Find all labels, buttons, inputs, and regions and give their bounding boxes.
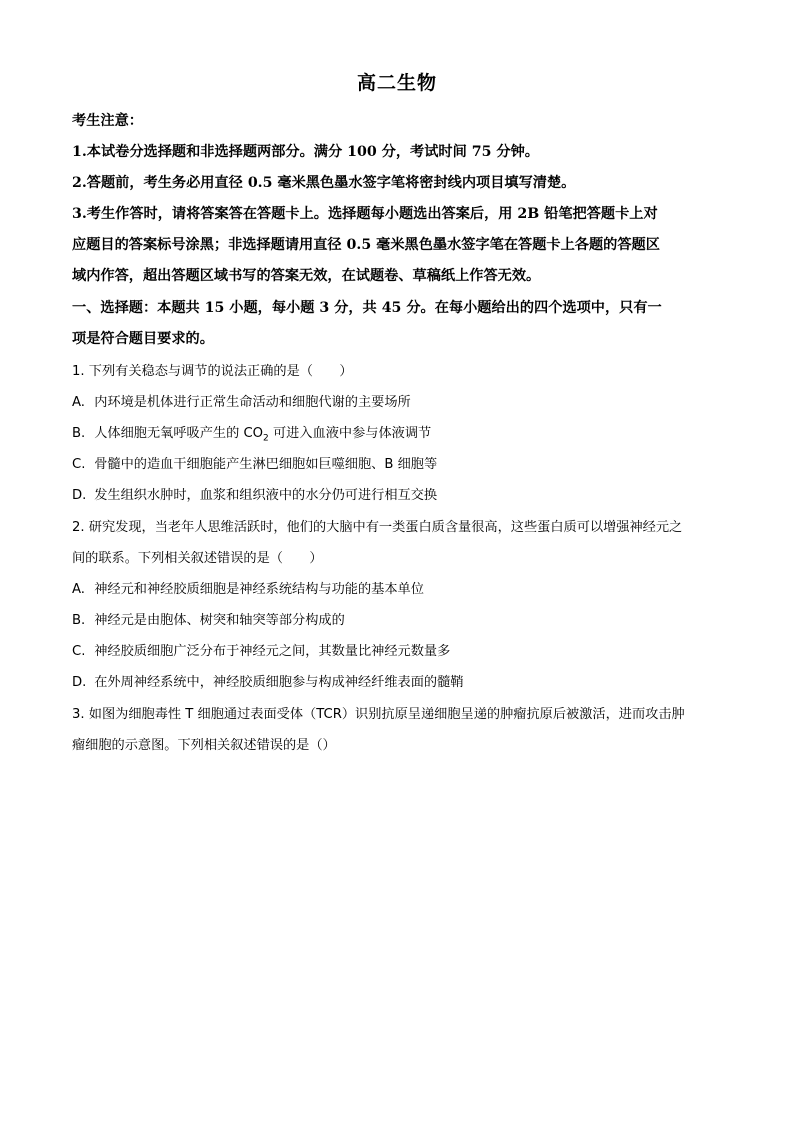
option-text: 发生组织水肿时，血浆和组织液中的水分仍可进行相互交换: [94, 488, 438, 503]
option-letter: D.: [72, 488, 87, 503]
option-letter: A.: [72, 582, 85, 597]
question-3-stem-line-2: 瘤细胞的示意图。下列相关叙述错误的是（）: [72, 738, 336, 753]
question-1-stem: 1. 下列有关稳态与调节的说法正确的是（ ）: [72, 364, 353, 379]
option-letter: C.: [72, 457, 86, 472]
subscript: 2: [263, 433, 269, 444]
question-2-option-a: [72, 578, 424, 597]
option-text: 内环境是机体进行正常生命活动和细胞代谢的主要场所: [94, 395, 411, 410]
option-letter: A.: [72, 395, 85, 410]
notice-item-3: 3.考生作答时，请将答案答在答题卡上。选择题每小题选出答案后，用 2B 铅笔把答题卡上对: [72, 206, 658, 222]
notice-item-1: 1.本试卷分选择题和非选择题两部分。满分 100 分，考试时间 75 分钟。: [72, 144, 539, 160]
option-letter: C.: [72, 644, 86, 659]
question-1-option-a: [72, 391, 411, 410]
section-heading-line-1: 一、选择题：本题共 15 小题，每小题 3 分，共 45 分。在每小题给出的四个选项中，只有一: [72, 300, 662, 316]
question-3-stem-line-1: 3. 如图为细胞毒性 T 细胞通过表面受体（TCR）识别抗原呈递细胞呈递的肿瘤抗原后被激活，进而攻击肿: [72, 707, 685, 722]
option-text: 神经元和神经胶质细胞是神经系统结构与功能的基本单位: [94, 582, 424, 597]
question-1-option-d: [72, 484, 437, 503]
option-letter: D.: [72, 675, 87, 690]
option-text: 在外周神经系统中，神经胶质细胞参与构成神经纤维表面的髓鞘: [94, 675, 464, 690]
notice-item-2: 2.答题前，考生务必用直径 0.5 毫米黑色墨水签字笔将密封线内项目填写清楚。: [72, 175, 576, 191]
option-letter: B.: [72, 613, 86, 628]
question-2-option-b: [72, 609, 345, 628]
notice-item-3-cont-2: 域内作答，超出答题区域书写的答案无效，在试题卷、草稿纸上作答无效。: [72, 268, 541, 284]
question-2-stem-line-2: 间的联系。下列相关叙述错误的是（ ）: [72, 551, 323, 566]
page-title: 高二生物: [356, 72, 437, 94]
notice-heading: 考生注意：: [72, 113, 143, 129]
question-1-option-c: [72, 453, 437, 472]
question-2-option-d: [72, 671, 463, 690]
question-2-option-c: [72, 640, 450, 659]
option-text: 神经元是由胞体、树突和轴突等部分构成的: [94, 613, 345, 628]
section-heading-line-2: 项是符合题目要求的。: [72, 331, 214, 347]
option-text: 神经胶质细胞广泛分布于神经元之间，其数量比神经元数量多: [94, 644, 451, 659]
question-2-stem-line-1: 2. 研究发现，当老年人思维活跃时，他们的大脑中有一类蛋白质含量很高，这些蛋白质可以增强神经元之: [72, 520, 683, 535]
option-text: 人体细胞无氧呼吸产生的 CO: [94, 426, 264, 441]
option-letter: B.: [72, 426, 86, 441]
option-text-cont: 可进入血液中参与体液调节: [268, 426, 432, 441]
question-1-option-b: [72, 422, 431, 444]
option-text: 骨髓中的造血干细胞能产生淋巴细胞如巨噬细胞、B 细胞等: [94, 457, 438, 472]
notice-item-3-cont-1: 应题目的答案标号涂黑；非选择题请用直径 0.5 毫米黑色墨水签字笔在答题卡上各题的答题区: [72, 237, 660, 253]
